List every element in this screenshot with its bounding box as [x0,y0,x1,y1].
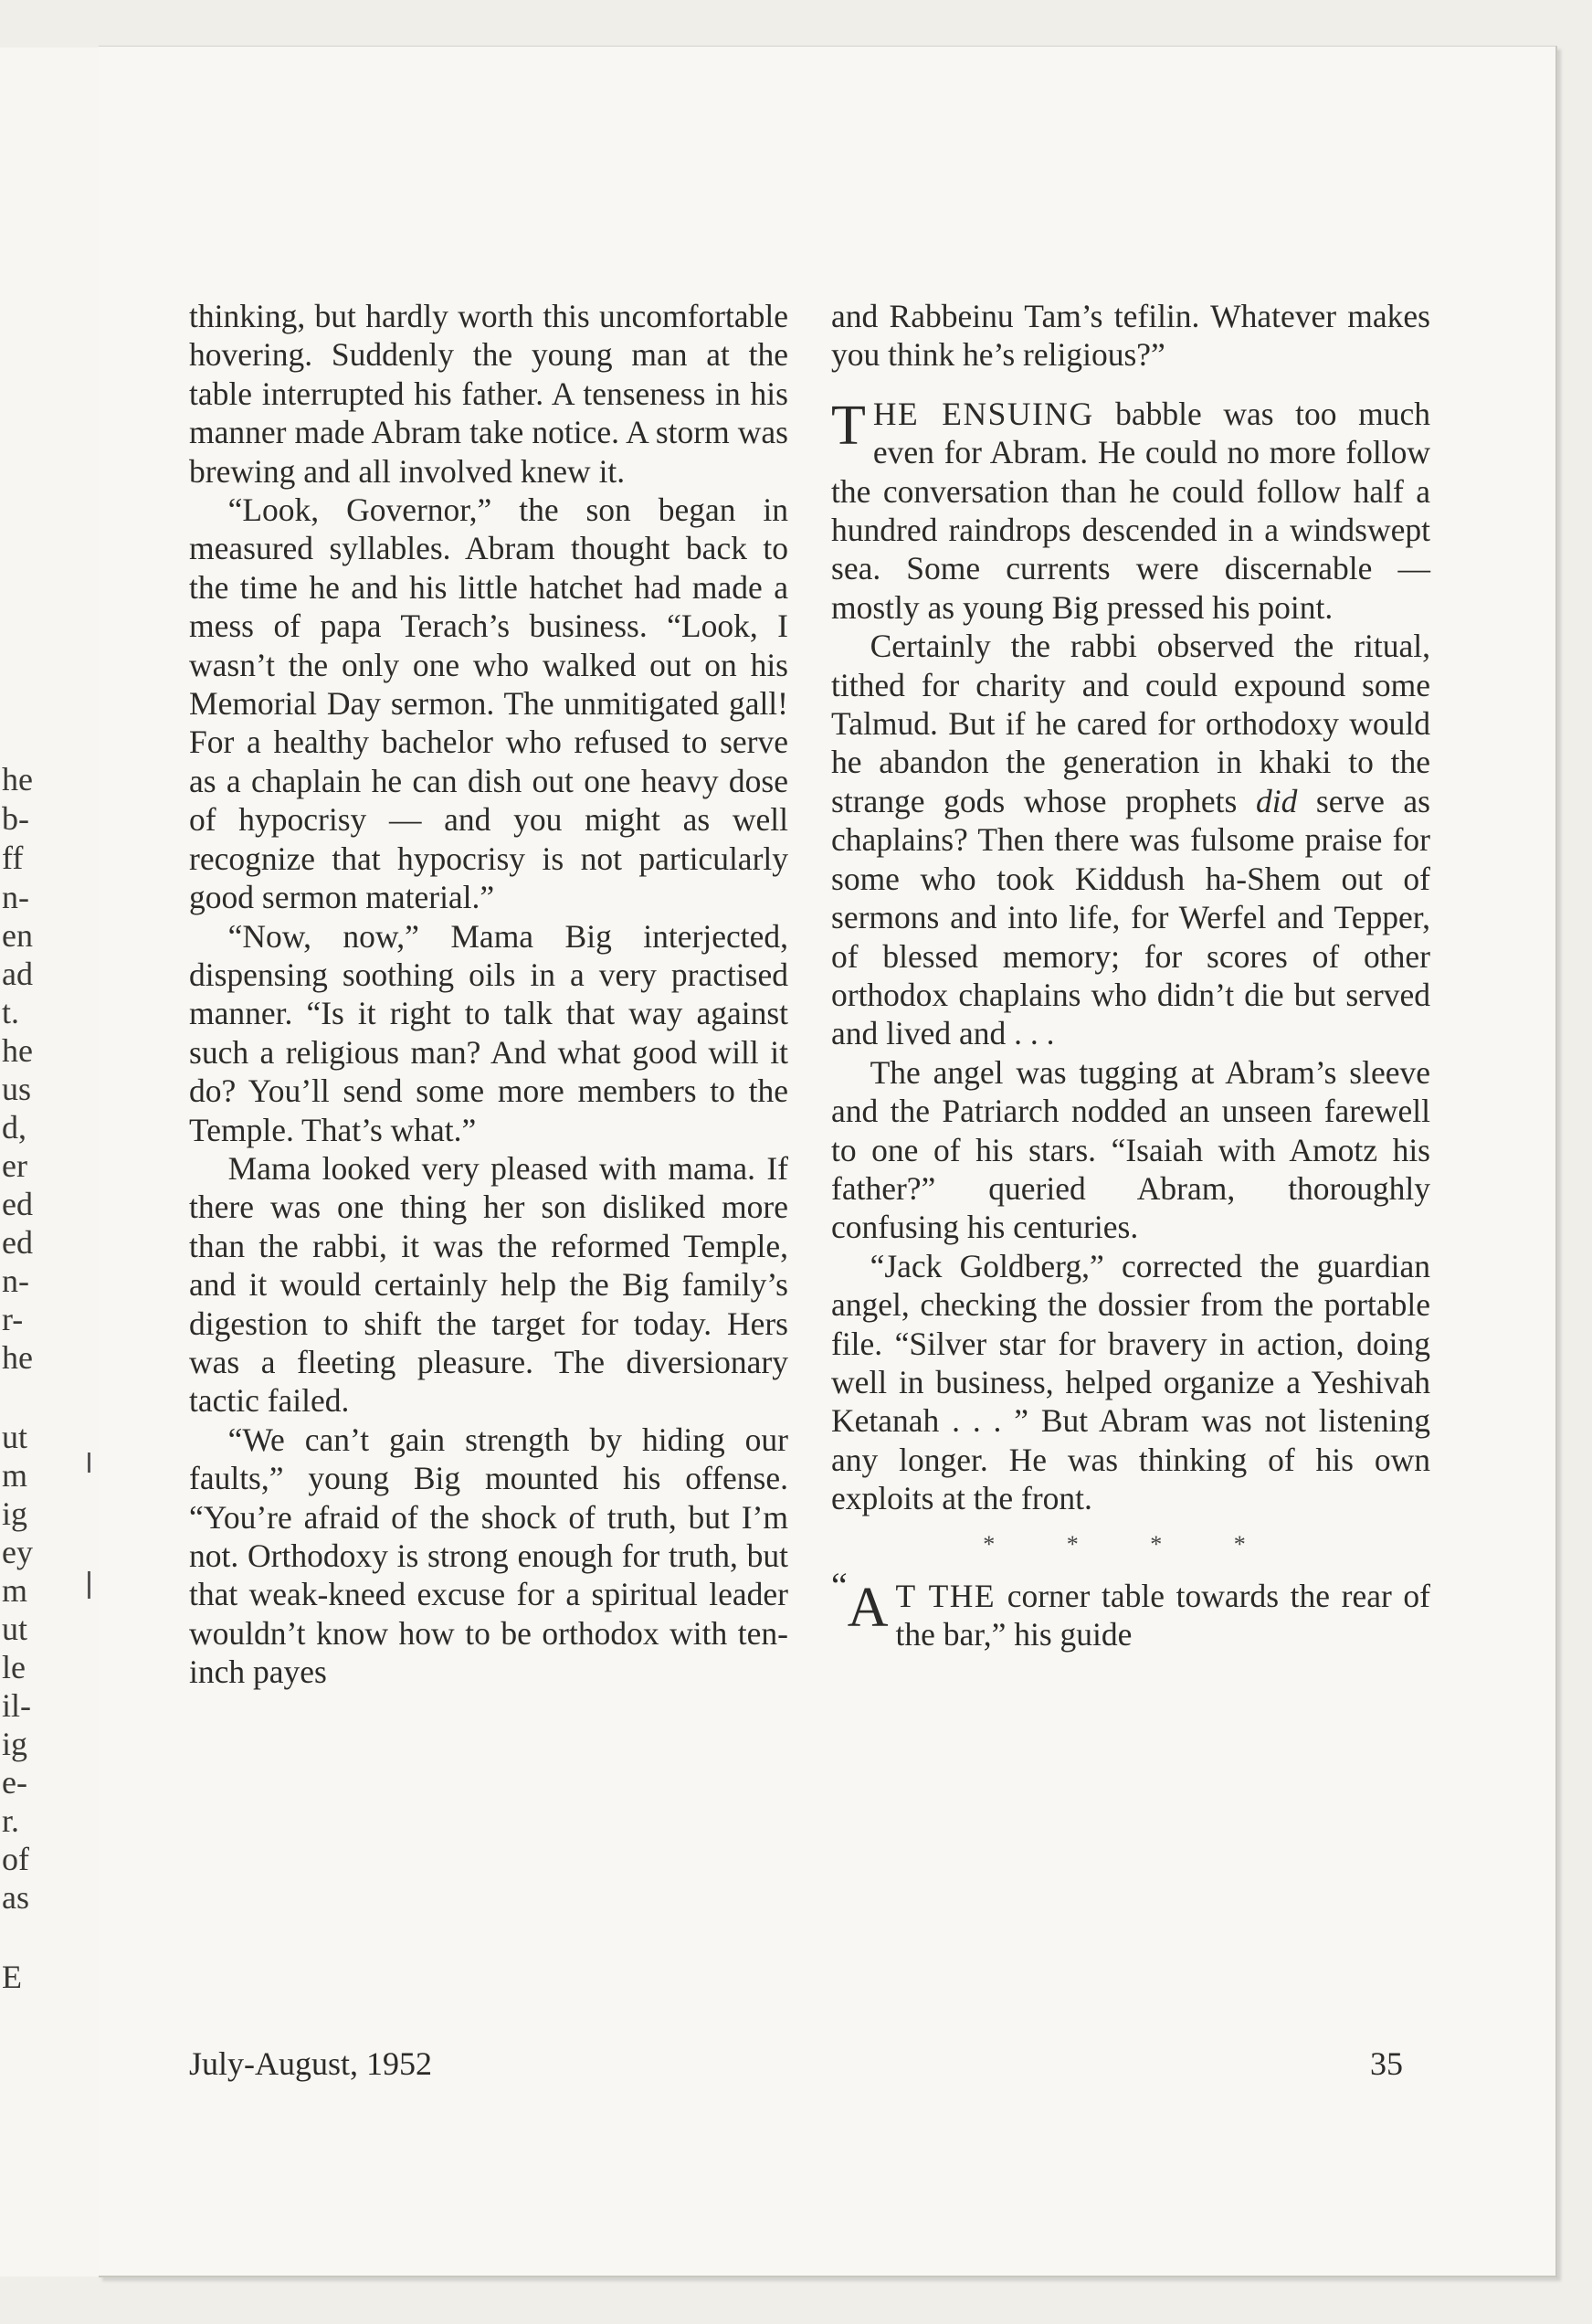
paragraph [831,627,1430,1052]
paragraph: “Now, now,” Mama Big interjected, dispensing soothing oils in a very practised manner. “Is it right to talk that way against such a religious man? And what good will it do? You’ll send some more members to the Temple. That’s what.” [189,917,788,1148]
previous-page-fragment: E [2,1959,22,1995]
previous-page-fragment: t. [2,994,20,1030]
paragraph-text: Certainly the rabbi observed the ritual, tithed for charity and could expound some Talmud. But if he cared for orthodoxy would he abandon the generation in khaki to the strange gods whose prophets [831,628,1430,819]
section-separator: * * * * [983,1530,1279,1558]
previous-page-fragment: ig [2,1495,28,1532]
previous-page-fragment: ey [2,1534,33,1570]
previous-page-fragment: ed [2,1186,33,1222]
previous-page-fragment: d, [2,1109,26,1146]
small-caps-lead: HE ENSUING [872,395,1094,432]
previous-page-fragment: ut [2,1419,28,1455]
binding-mark [88,1452,90,1473]
paragraph-text: serve as chaplains? Then there was fulsome praise for some who took Kiddush ha-Shem out of sermons and into life, for Werfel and Tepper, of blessed memory; for scores of other orthodox chaplains who didn’t die but served and lived and . . . [831,782,1430,1052]
section-opening [831,1565,1430,1654]
paragraph: Mama looked very pleased with mama. If there was one thing her son disliked more than the rabbi, it was the reformed Temple, and it would certainly help the Big family’s digestion to shift the target for today. Hers was a fleeting pleasure. The diversionary tactic failed. [189,1149,788,1420]
previous-page-fragment: le [2,1649,26,1685]
paragraph-text: corner table towards the rear of the bar,” his guide [895,1578,1430,1653]
previous-page-fragment: n- [2,879,29,915]
drop-cap: T [831,394,866,457]
paragraph: and Rabbeinu Tam’s tefilin. Whatever makes you think he’s religious?” [831,298,1430,374]
issue-date: July-August, 1952 [189,2045,433,2082]
small-caps-lead: T THE [895,1578,996,1614]
drop-cap [831,1565,889,1639]
previous-page-edge [0,48,100,2276]
section-opening [831,395,1430,627]
previous-page-fragment: b- [2,800,29,837]
previous-page-fragment: he [2,1032,33,1069]
previous-page-fragment: he [2,761,33,798]
previous-page-fragment: r. [2,1802,20,1839]
previous-page-fragment: er [2,1147,27,1184]
binding-mark [88,1571,90,1599]
right-column [831,297,1430,1654]
previous-page-fragment: m [2,1572,28,1609]
paragraph: “Look, Governor,” the son began in measured syllables. Abram thought back to the time he and his little hatchet had made a mess of papa Terach’s business. “Look, I wasn’t the only one who walked out on his Memorial Day sermon. The unmitigated gall! For a healthy bachelor who refused to serve as a chaplain he can dish out one heavy dose of hypocrisy — and you might as well recognize that hypocrisy is not particularly good sermon material.” [189,491,788,916]
previous-page-fragment: as [2,1879,29,1916]
page-number: 35 [1370,2045,1403,2082]
paragraph: “We can’t gain strength by hiding our faults,” young Big mounted his offense. “You’re afraid of the shock of truth, but I’m not. Orthodoxy is strong enough for truth, but that weak-kneed excuse for a spiritual leader wouldn’t know how to be orthodox with ten-inch payes [189,1421,788,1691]
previous-page-fragment: ed [2,1224,33,1261]
previous-page-fragment: ad [2,956,33,992]
previous-page-fragment: r- [2,1301,24,1337]
previous-page-fragment: ut [2,1611,28,1647]
paragraph: The angel was tugging at Abram’s sleeve and the Patriarch nodded an unseen farewell to one of his stars. “Isaiah with Amotz his father?” queried Abram, thoroughly confusing his centuries. [831,1053,1430,1246]
paragraph: thinking, but hardly worth this uncomfortable hovering. Suddenly the young man at the table interrupted his father. A tenseness in his manner made Abram take notice. A storm was brewing and all involved knew it. [189,298,788,490]
previous-page-fragment: e- [2,1764,27,1801]
paragraph: “Jack Goldberg,” corrected the guardian angel, checking the dossier from the portable file. “Silver star for bravery in action, doing well in business, helped organize a Yeshivah Ketanah . . . ” But Abram was not listening any longer. He was thinking of his own exploits at the front. [831,1247,1430,1517]
drop-cap-letter: A [847,1577,889,1639]
previous-page-fragment: n- [2,1262,29,1299]
paragraph-text: babble was too much even for Abram. He could no more follow the conversation than he could follow half a hundred raindrops descended in a windswept sea. Some currents were discernable — mostly as young Big pressed his point. [831,395,1430,626]
previous-page-fragment: en [2,917,33,954]
previous-page-fragment: m [2,1457,28,1494]
opening-quote: “ [831,1565,848,1606]
previous-page-fragment: he [2,1339,33,1376]
italic-text: did [1255,782,1298,819]
left-column [189,297,788,1692]
previous-page-fragment: of [2,1841,29,1877]
previous-page-fragment: us [2,1071,32,1107]
previous-page-fragment: ig [2,1726,28,1762]
previous-page-fragment: ff [2,840,24,876]
previous-page-fragment: il- [2,1687,31,1724]
